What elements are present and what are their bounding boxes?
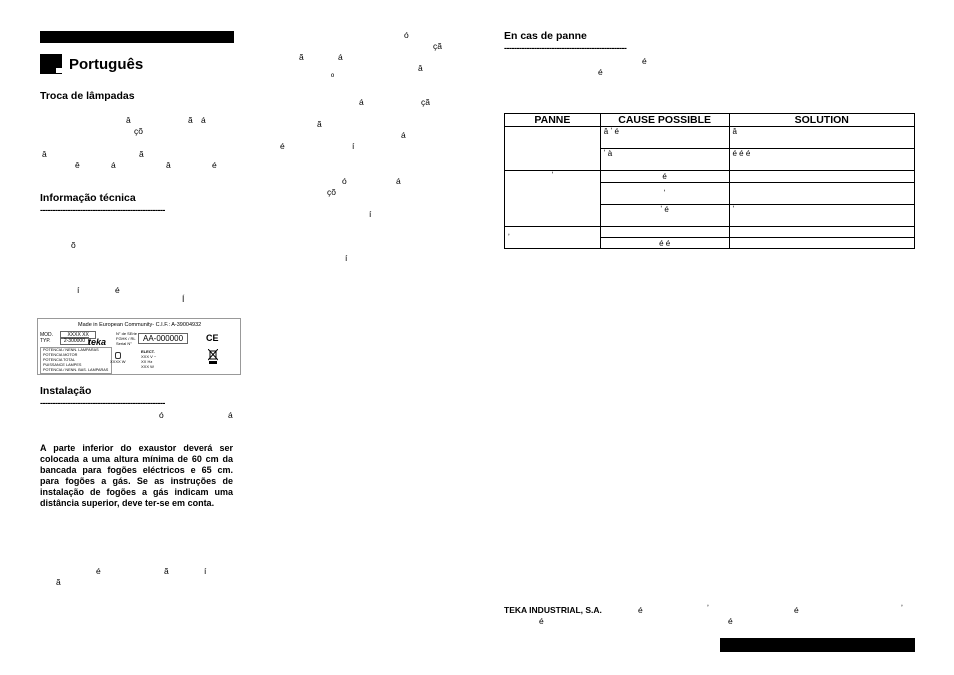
text-fragment: çõ (134, 126, 143, 136)
table-header-row (505, 114, 915, 127)
text-fragment: â (42, 149, 47, 159)
footer-bar (720, 638, 915, 652)
serial-number: AA-000000 (138, 333, 188, 344)
text-fragment: ã (139, 149, 144, 159)
text-fragment: ó (404, 30, 409, 40)
footer-company: TEKA INDUSTRIAL, S.A. (504, 605, 602, 615)
text-fragment: ã (56, 577, 61, 587)
text-fragment: é (96, 566, 101, 576)
text-fragment: ã (188, 115, 193, 125)
text-fragment: ó (159, 410, 164, 420)
panne-cell: ʼ (505, 227, 601, 249)
text-fragment: çã (421, 97, 430, 107)
text-fragment: ê (75, 160, 80, 170)
weee-bin-icon (208, 349, 218, 360)
cause-cell: é (600, 171, 729, 183)
power-total: POTENCIA TOTAL (43, 358, 76, 362)
header-bar-tick (233, 31, 234, 43)
ce-mark: CE (206, 333, 219, 343)
text-fragment: ʼ (901, 603, 903, 613)
serial-line2: FGHK / RL (116, 336, 136, 341)
elect-hz: XX Hz (141, 359, 153, 364)
text-fragment: çõ (327, 187, 336, 197)
text-fragment: â (126, 115, 131, 125)
teka-logo: teka (88, 337, 107, 347)
solution-cell: â (729, 127, 915, 149)
text-fragment: ã (164, 566, 169, 576)
header-cause: CAUSE POSSIBLE (600, 114, 729, 127)
power-lampes: PUISSANCE LAMPES (43, 363, 82, 367)
text-fragment: é (115, 285, 120, 295)
section-title-tech: Informação técnica (40, 192, 136, 204)
text-fragment: â (166, 160, 171, 170)
cause-cell: ʼ é (600, 205, 729, 227)
section-title-install: Instalação (40, 385, 92, 397)
power-motor: POTENCIA MOTOR (43, 353, 78, 357)
text-fragment: º (331, 72, 335, 82)
text-fragment: é (638, 605, 643, 615)
bulb-icon (115, 352, 121, 359)
solution-cell (729, 227, 915, 238)
text-fragment: õ (71, 240, 76, 250)
text-fragment: é (794, 605, 799, 615)
serial-line1: N° de SErie (116, 331, 137, 336)
text-fragment: á (338, 52, 343, 62)
section-divider-install: -------------------------------------------------- (40, 398, 165, 408)
text-fragment: çã (433, 41, 442, 51)
text-fragment: í (204, 566, 207, 576)
text-fragment: á (396, 176, 401, 186)
typ-label: TYP. (40, 338, 51, 344)
text-fragment: á (359, 97, 364, 107)
table-row (505, 171, 915, 183)
solution-cell (729, 183, 915, 205)
rating-plate (37, 318, 241, 375)
rating-plate-header: Made in European Community- C.I.F.: A-39004932 (78, 322, 202, 328)
text-fragment: í (77, 285, 80, 295)
language-badge (40, 54, 62, 74)
text-fragment: á (111, 160, 116, 170)
header-bar (40, 31, 233, 43)
panne-cell (505, 127, 601, 171)
typ-value: 2-300000 (60, 337, 89, 345)
mod-label: MOD. (40, 332, 54, 338)
text-fragment: á (228, 410, 233, 420)
text-fragment: é (212, 160, 217, 170)
section-title-lamps: Troca de lâmpadas (40, 90, 135, 102)
solution-cell (729, 171, 915, 183)
text-fragment: Í (182, 294, 185, 304)
text-fragment: ó (342, 176, 347, 186)
elect-volt: XXX V ~ (141, 354, 157, 359)
header-panne: PANNE (505, 114, 601, 127)
troubleshooting-table (504, 113, 915, 249)
text-fragment: é (642, 56, 647, 66)
cause-cell: é é (600, 238, 729, 249)
solution-cell (729, 238, 915, 249)
text-fragment: ʼ (707, 603, 709, 613)
section-title-panne: En cas de panne (504, 30, 587, 42)
solution-cell: ʼ (729, 205, 915, 227)
text-fragment: é (539, 616, 544, 626)
text-fragment: ã (299, 52, 304, 62)
solution-cell: é é é (729, 149, 915, 171)
cause-cell: ʼ (600, 183, 729, 205)
elect-title: ELECT. (141, 349, 155, 354)
text-fragment: í (369, 209, 372, 219)
language-title: Português (69, 56, 144, 73)
table-row (505, 227, 915, 238)
section-divider-tech: -------------------------------------------------- (40, 205, 165, 215)
text-fragment: é (598, 67, 603, 77)
text-fragment: á (401, 130, 406, 140)
power-footer: POTENCIA / NENN. BAS. LAMPARAS (43, 368, 109, 372)
cause-cell: ʼ à (600, 149, 729, 171)
power-lamps: POTENCIA / NENN. LAMPARAS (43, 348, 99, 352)
panne-cell: ʼ (505, 171, 601, 227)
cause-cell: â ʼ é (600, 127, 729, 149)
text-fragment: é (728, 616, 733, 626)
cause-cell (600, 227, 729, 238)
text-fragment: â (418, 63, 423, 73)
text-fragment: é (280, 141, 285, 151)
mod-value: XXXX XX (60, 331, 95, 339)
text-fragment: ã (317, 119, 322, 129)
section-divider-panne: ------------------------------------------------- (504, 43, 627, 53)
text-fragment: í (352, 141, 355, 151)
install-height-paragraph: A parte inferior do exaustor deverá ser colocada a uma altura mínima de 60 cm da bancada para fogões eléctricos e 65 cm. para fogões a gás. Se as instruções de instalação de fogões a gás indicam uma distância superior, deve ter-se em conta. (40, 443, 233, 508)
header-solution: SOLUTION (729, 114, 915, 127)
elect-watts: XXX W (141, 364, 154, 369)
text-fragment: á (201, 115, 206, 125)
text-fragment: í (345, 253, 348, 263)
table-row (505, 127, 915, 149)
serial-line3: Serial N° (116, 341, 132, 346)
volt-mark: XXXX W (110, 359, 126, 364)
